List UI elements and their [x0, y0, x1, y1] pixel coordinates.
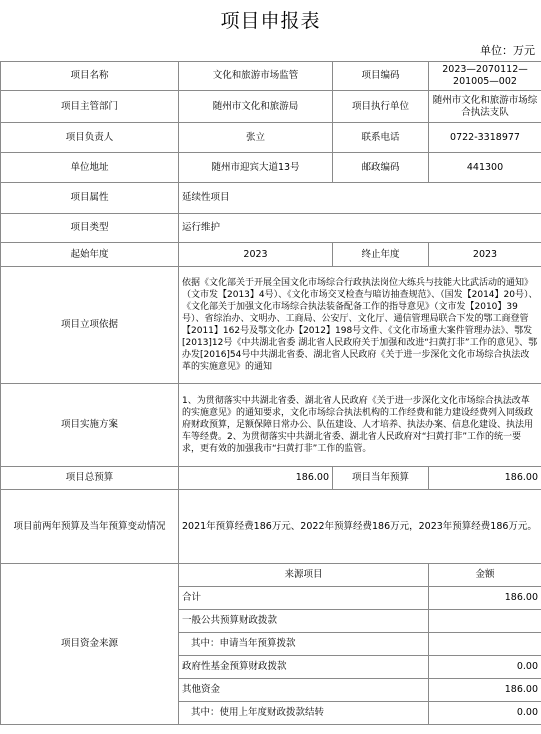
row-attr	[1, 183, 541, 214]
postcode-value: 441300	[429, 153, 541, 183]
funding-amount-header: 金额	[429, 564, 541, 587]
project-code-value: 2023—2070112—201005—002	[429, 62, 541, 91]
project-name-value: 文化和旅游市场监管	[179, 62, 333, 91]
phone-label: 联系电话	[333, 123, 429, 153]
funding-source-header: 来源项目	[179, 564, 429, 587]
end-year-label: 终止年度	[333, 243, 429, 267]
start-year-value: 2023	[179, 243, 333, 267]
funding-item-amount: 0.00	[429, 656, 541, 679]
funding-item-amount: 186.00	[429, 679, 541, 702]
row-plan	[1, 384, 541, 467]
row-project-name	[1, 62, 541, 91]
row-address	[1, 153, 541, 183]
address-value: 随州市迎宾大道13号	[179, 153, 333, 183]
leader-label: 项目负责人	[1, 123, 179, 153]
dept-value: 随州市文化和旅游局	[179, 91, 333, 123]
funding-item-name: 其中：使用上年度财政拨款结转	[179, 702, 429, 725]
exec-unit-value: 随州市文化和旅游市场综合执法支队	[429, 91, 541, 123]
basis-text: 依据《文化部关于开展全国文化市场综合行政执法岗位大练兵与技能大比武活动的通知》（文市发【2013】4号）、《文化市场交叉检查与暗访抽查规范》、（国发【2014】20号）、《文化部关于加强文化市场综合执法装备配备工作的指导意见》（文市发【2010】39号）、省综治办、文明办、工商局、公安厅、文化厅、通信管理局联合下发的鄂工商登管【2011】162号及鄂文化办【2012】198号文件、《文化市场重大案件管理办法》、鄂发[2013]12号《中共湖北省委 湖北省人民政府关于加强和改进“扫黄打非”工作的意见》、鄂办发[2016]54号中共湖北省委、湖北省人民政府《关于进一步深化文化市场综合执法改革的实施意见》的通知	[179, 267, 541, 384]
attr-label: 项目属性	[1, 183, 179, 214]
unit-label: 单位：万元	[480, 44, 535, 57]
funding-header-row	[1, 564, 541, 587]
project-application-table	[0, 61, 541, 725]
row-budget	[1, 467, 541, 490]
leader-value: 张立	[179, 123, 333, 153]
end-year-value: 2023	[429, 243, 541, 267]
dept-label: 项目主管部门	[1, 91, 179, 123]
row-change	[1, 490, 541, 564]
type-label: 项目类型	[1, 214, 179, 243]
funding-item-name: 其中：申请当年预算拨款	[179, 633, 429, 656]
funding-item-name: 政府性基金预算财政拨款	[179, 656, 429, 679]
attr-value: 延续性项目	[179, 183, 541, 214]
row-basis	[1, 267, 541, 384]
row-leader	[1, 123, 541, 153]
row-type	[1, 214, 541, 243]
row-dept	[1, 91, 541, 123]
total-budget-label: 项目总预算	[1, 467, 179, 490]
postcode-label: 邮政编码	[333, 153, 429, 183]
funding-source-label: 项目资金来源	[1, 564, 179, 725]
basis-label: 项目立项依据	[1, 267, 179, 384]
type-value: 运行维护	[179, 214, 541, 243]
current-budget-label: 项目当年预算	[333, 467, 429, 490]
funding-item-name: 其他资金	[179, 679, 429, 702]
funding-item-amount: 0.00	[429, 702, 541, 725]
project-name-label: 项目名称	[1, 62, 179, 91]
project-code-label: 项目编码	[333, 62, 429, 91]
funding-item-amount	[429, 633, 541, 656]
address-label: 单位地址	[1, 153, 179, 183]
budget-change-label: 项目前两年预算及当年预算变动情况	[1, 490, 179, 564]
current-budget-value: 186.00	[429, 467, 541, 490]
exec-unit-label: 项目执行单位	[333, 91, 429, 123]
funding-item-amount: 186.00	[429, 587, 541, 610]
funding-item-amount	[429, 610, 541, 633]
funding-item-name: 一般公共预算财政拨款	[179, 610, 429, 633]
start-year-label: 起始年度	[1, 243, 179, 267]
plan-text: 1、为贯彻落实中共湖北省委、湖北省人民政府《关于进一步深化文化市场综合执法改革的实施意见》的通知要求，文化市场综合执法机构的工作经费和能力建设经费列入同级政府财政预算，足额保障日常办公、队伍建设、人才培养、执法办案、信息化建设、执法用车等经费。2、为贯彻落实中共湖北省委、湖北省人民政府对“扫黄打非”工作的统一要求，更有效的加强我市“扫黄打非”工作的监管。	[179, 384, 541, 467]
form-title: 项目申报表	[220, 10, 321, 32]
phone-value: 0722-3318977	[429, 123, 541, 153]
row-years	[1, 243, 541, 267]
budget-change-text: 2021年预算经费186万元、2022年预算经费186万元，2023年预算经费186万元。	[179, 490, 541, 564]
plan-label: 项目实施方案	[1, 384, 179, 467]
total-budget-value: 186.00	[179, 467, 333, 490]
funding-item-name: 合计	[179, 587, 429, 610]
